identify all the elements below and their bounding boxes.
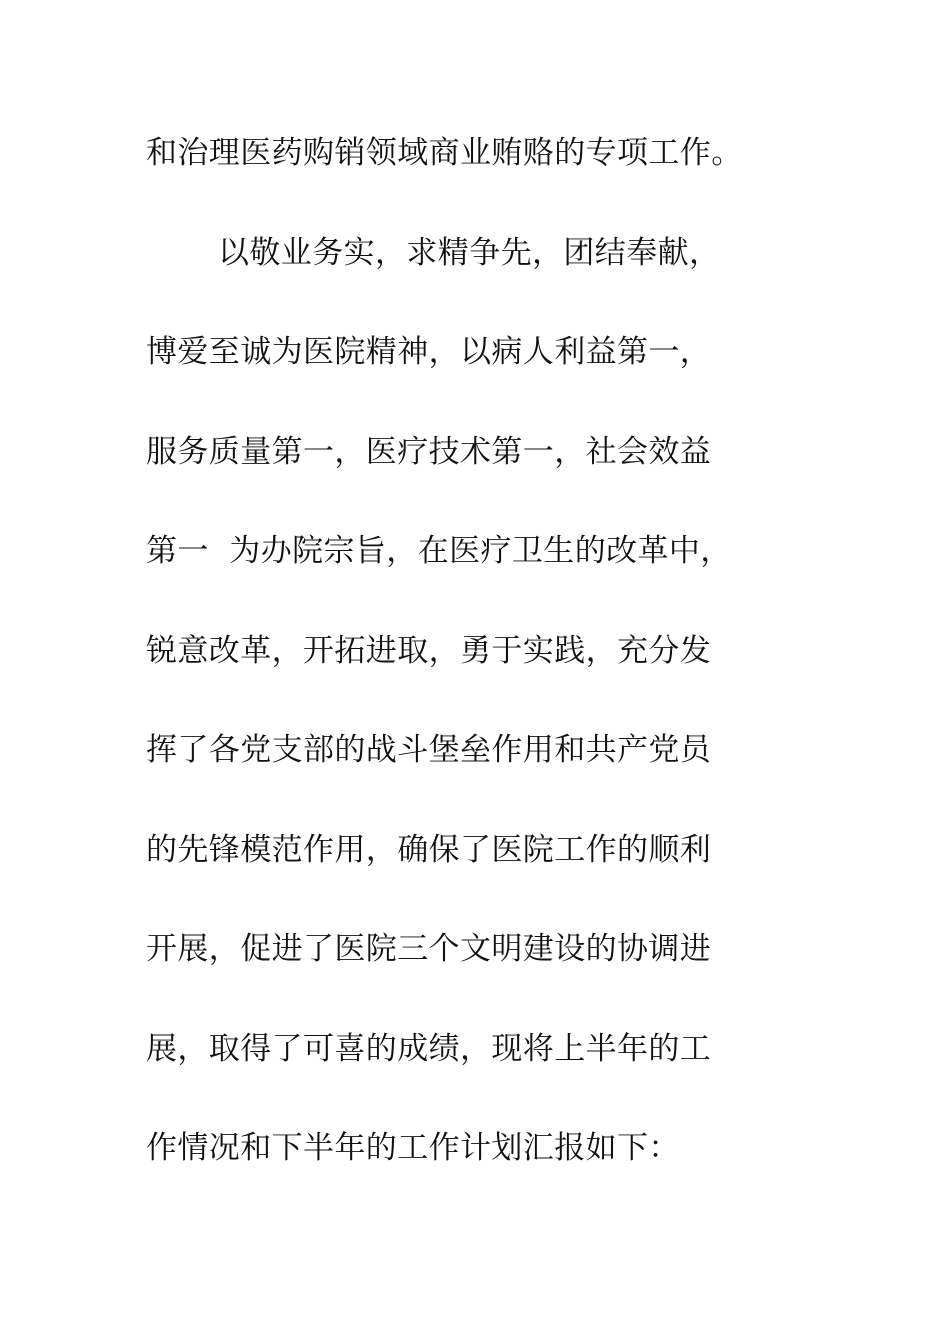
text-line: 挥了各党支部的战斗堡垒作用和共产党员 [146, 732, 712, 768]
text-line: 和治理医药购销领域商业贿赂的专项工作。 [146, 135, 743, 171]
text-line: 作情况和下半年的工作计划汇报如下： [146, 1130, 680, 1166]
text-line: 开展，促进了医院三个文明建设的协调进 [146, 931, 712, 967]
paragraph-start-line: 以敬业务实，求精争先，团结奉献， [218, 234, 721, 271]
text-line: 第一 为办院宗旨，在医疗卫生的改革中， [146, 533, 732, 569]
document-body [146, 123, 846, 1218]
text-line: 展，取得了可喜的成绩，现将上半年的工 [146, 1030, 712, 1067]
text-line: 的先锋模范作用，确保了医院工作的顺利 [146, 831, 712, 868]
text-line: 服务质量第一，医疗技术第一，社会效益 [146, 433, 712, 470]
text-line: 锐意改革，开拓进取，勇于实践，充分发 [146, 632, 712, 669]
text-line: 博爱至诚为医院精神，以病人利益第一， [146, 334, 712, 370]
